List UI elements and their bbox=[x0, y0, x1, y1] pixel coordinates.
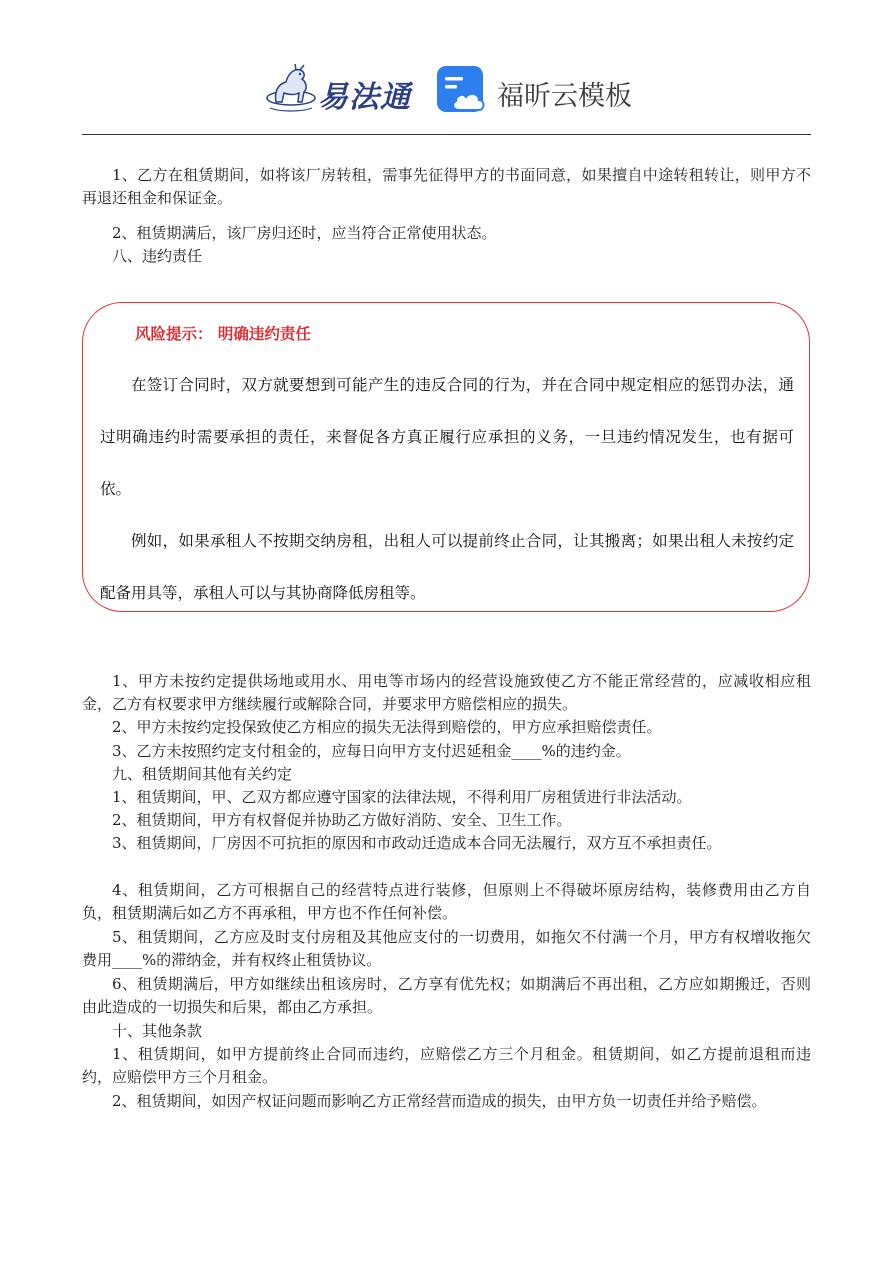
page-header bbox=[0, 0, 893, 136]
misc-clause-1: 1、租赁期间，如甲方提前终止合同而违约，应赔偿乙方三个月租金。租赁期间，如乙方提前退租而违约，应赔偿甲方三个月租金。 bbox=[82, 1045, 811, 1086]
risk-notice-title: 风险提示： 明确违约责任 bbox=[135, 325, 311, 343]
breach-clause-1: 1、甲方未按约定提供场地或用水、用电等市场内的经营设施致使乙方不能正常经营的，应减收相应租金，乙方有权要求甲方继续履行或解除合同，并要求甲方赔偿相应的损失。 bbox=[82, 672, 811, 713]
horse-seal-icon bbox=[262, 62, 320, 120]
section-heading-other-terms: 九、租赁期间其他有关约定 bbox=[112, 765, 293, 783]
section-heading-misc: 十、其他条款 bbox=[112, 1022, 203, 1040]
yifatong-logo bbox=[262, 62, 422, 120]
yifatong-logo-text: 易法通 bbox=[318, 80, 411, 115]
risk-notice-box bbox=[82, 302, 810, 612]
risk-notice-paragraph-1: 在签订合同时，双方就要想到可能产生的违反合同的行为，并在合同中规定相应的惩罚办法，通过明确违约时需要承担的责任，来督促各方真正履行应承担的义务，一旦违约情况发生，也有据可依。 bbox=[100, 376, 794, 498]
cloud-document-icon bbox=[435, 64, 489, 118]
lease-term-clause-4: 4、租赁期间，乙方可根据自己的经营特点进行装修，但原则上不得破坏原房结构，装修费用由乙方自负，租赁期满后如乙方不再承租，甲方也不作任何补偿。 bbox=[82, 881, 811, 922]
header-divider bbox=[82, 134, 811, 135]
risk-notice-paragraph-2: 例如，如果承租人不按期交纳房租，出租人可以提前终止合同，让其搬离；如果出租人未按约定配备用具等，承租人可以与其协商降低房租等。 bbox=[100, 532, 794, 602]
lease-term-clause-2: 2、租赁期间，甲方有权督促并协助乙方做好消防、安全、卫生工作。 bbox=[112, 811, 572, 829]
clause-sublet: 1、乙方在租赁期间，如将该厂房转租，需事先征得甲方的书面同意，如果擅自中途转租转让，则甲方不再退还租金和保证金。 bbox=[82, 166, 811, 207]
lease-term-clause-3: 3、租赁期间，厂房因不可抗拒的原因和市政动迁造成本合同无法履行，双方互不承担责任。 bbox=[112, 834, 722, 852]
breach-clause-3: 3、乙方未按照约定支付租金的，应每日向甲方支付迟延租金____%的违约金。 bbox=[112, 742, 631, 760]
breach-clause-2: 2、甲方未按约定投保致使乙方相应的损失无法得到赔偿的，甲方应承担赔偿责任。 bbox=[112, 718, 662, 736]
foxit-template-logo-text: 福昕云模板 bbox=[497, 81, 632, 112]
lease-term-clause-5: 5、租赁期间，乙方应及时支付房租及其他应支付的一切费用，如拖欠不付满一个月，甲方有权增收拖欠费用____%的滞纳金，并有权终止租赁协议。 bbox=[82, 928, 811, 969]
lease-term-clause-1: 1、租赁期间，甲、乙双方都应遵守国家的法律法规，不得利用厂房租赁进行非法活动。 bbox=[112, 788, 692, 806]
clause-return-condition: 2、租赁期满后，该厂房归还时，应当符合正常使用状态。 bbox=[112, 224, 497, 242]
lease-term-clause-6: 6、租赁期满后，甲方如继续出租该房时，乙方享有优先权；如期满后不再出租，乙方应如期搬迁，否则由此造成的一切损失和后果，都由乙方承担。 bbox=[82, 975, 811, 1016]
foxit-template-logo bbox=[435, 64, 645, 118]
misc-clause-2: 2、租赁期间，如因产权证问题而影响乙方正常经营而造成的损失，由甲方负一切责任并给予赔偿。 bbox=[112, 1092, 767, 1110]
section-heading-breach: 八、违约责任 bbox=[112, 247, 203, 265]
